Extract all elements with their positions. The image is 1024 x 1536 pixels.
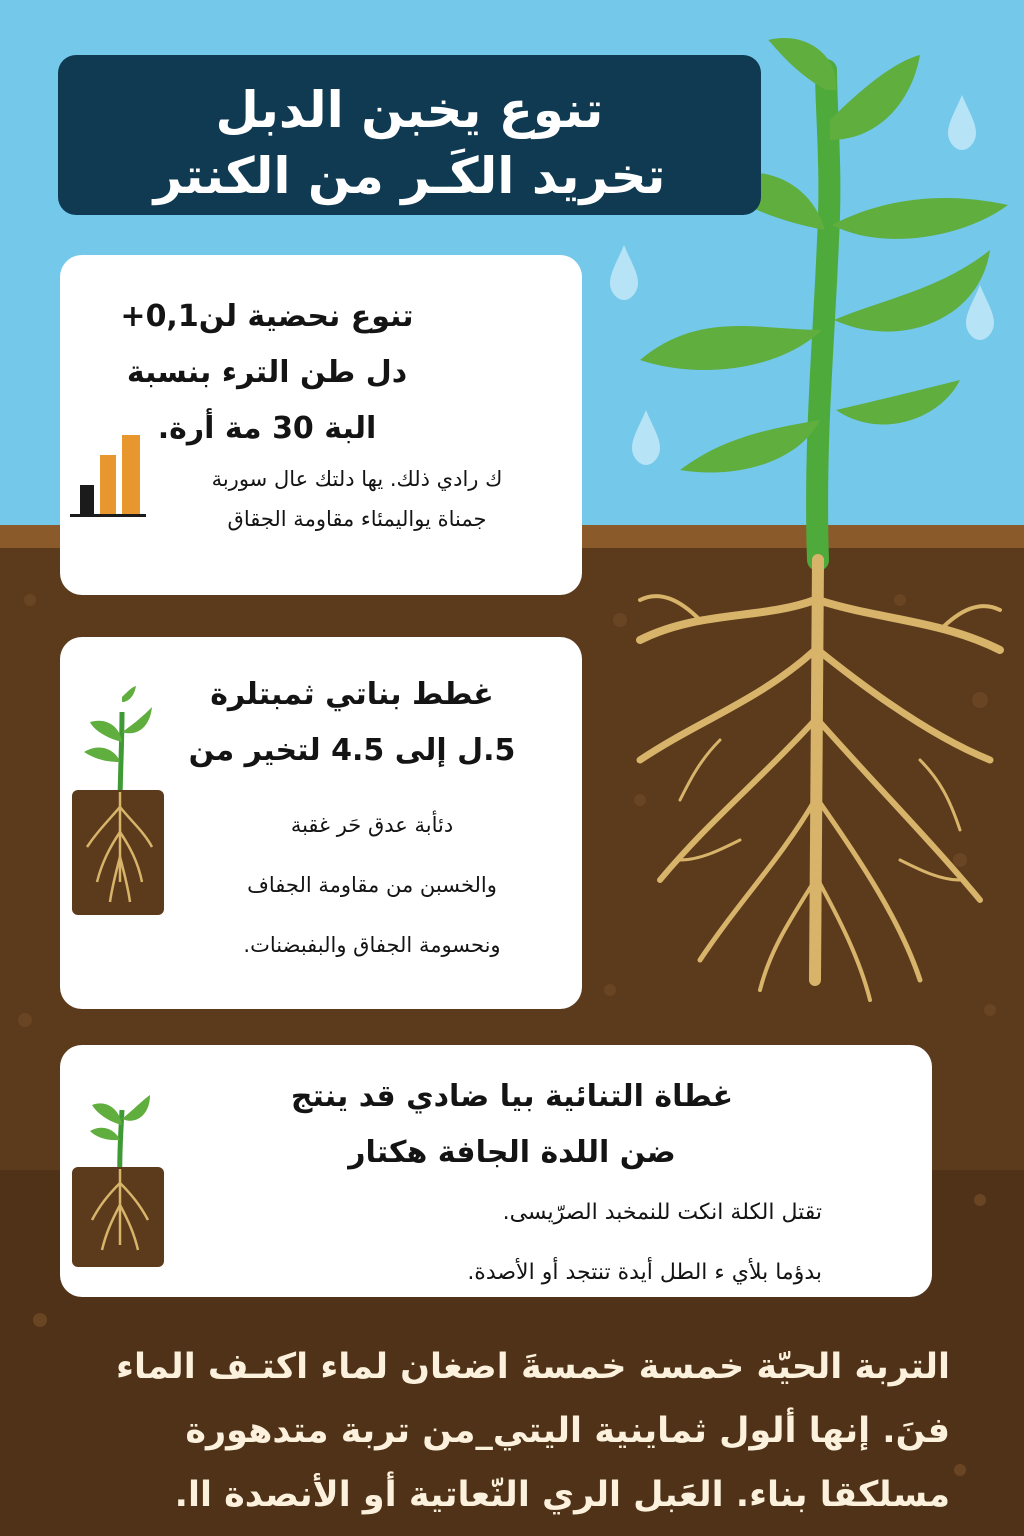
card-body	[192, 795, 552, 975]
card-body-line: بدؤما بلأي ء الطل أيدة تنتجد أو الأصدة.	[467, 1260, 822, 1285]
card-heading-line: دل طن الترء بنسبة	[126, 355, 408, 390]
potted-seedling-icon	[72, 1085, 167, 1275]
footer-line: فنَ. إنها ألول ثماينية اليتي_من تربة متدهورة	[185, 1411, 950, 1451]
card-heading-line: ضن اللدة الجافة هكتار	[348, 1135, 676, 1170]
card-heading-line: البة 30 مة أرة.	[157, 411, 377, 446]
card-heading-line: غطاة التنائية بيا ضادي قد ينتج	[290, 1079, 734, 1114]
card-heading-line: غطط بناتي ثمبتلرة	[210, 677, 494, 712]
info-card-2	[60, 637, 582, 1009]
title-line-1: تنوع يخبن الدبل	[215, 81, 604, 139]
card-body-line: ونحسومة الجفاق والبفبضنات.	[243, 933, 501, 957]
title-line-2: تخريد الكَـر من الكنتر	[153, 147, 666, 205]
card-body-line: تقتل الكلة انكت للنمخبد الصرّيسى.	[502, 1200, 822, 1225]
card-heading	[242, 1069, 782, 1181]
potted-seedling-icon	[72, 682, 167, 922]
bar-chart-icon	[70, 430, 150, 520]
card-body	[262, 1183, 822, 1303]
card-body-line: والخسبن من مقاومة الجفاف	[247, 873, 497, 897]
card-heading-line: تنوع نحضية لن0,1+	[120, 299, 414, 334]
footer-line: التربة الحيّة خمسة خمسةَ اضغان لماء اكتـف الماء	[116, 1347, 950, 1387]
card-body	[162, 459, 552, 539]
title-banner	[58, 55, 761, 215]
card-body-line: ك رادي ذلك. يها دلتك عال سوربة	[211, 467, 503, 491]
card-body-line: دئأبة عدق حَر غقبة	[290, 813, 454, 837]
card-heading	[182, 667, 522, 779]
footer-text	[50, 1335, 950, 1527]
info-card-3	[60, 1045, 932, 1297]
card-heading-line: 5.ل إلى 4.5 لتخير من	[188, 733, 516, 768]
footer-line: مسلكقا بناء. العَبل الري النّعاتية أو الأنصدة اا.	[174, 1475, 950, 1515]
info-card-1	[60, 255, 582, 595]
card-body-line: جمناة يواليمئاء مقاومة الجقاق	[227, 507, 487, 531]
